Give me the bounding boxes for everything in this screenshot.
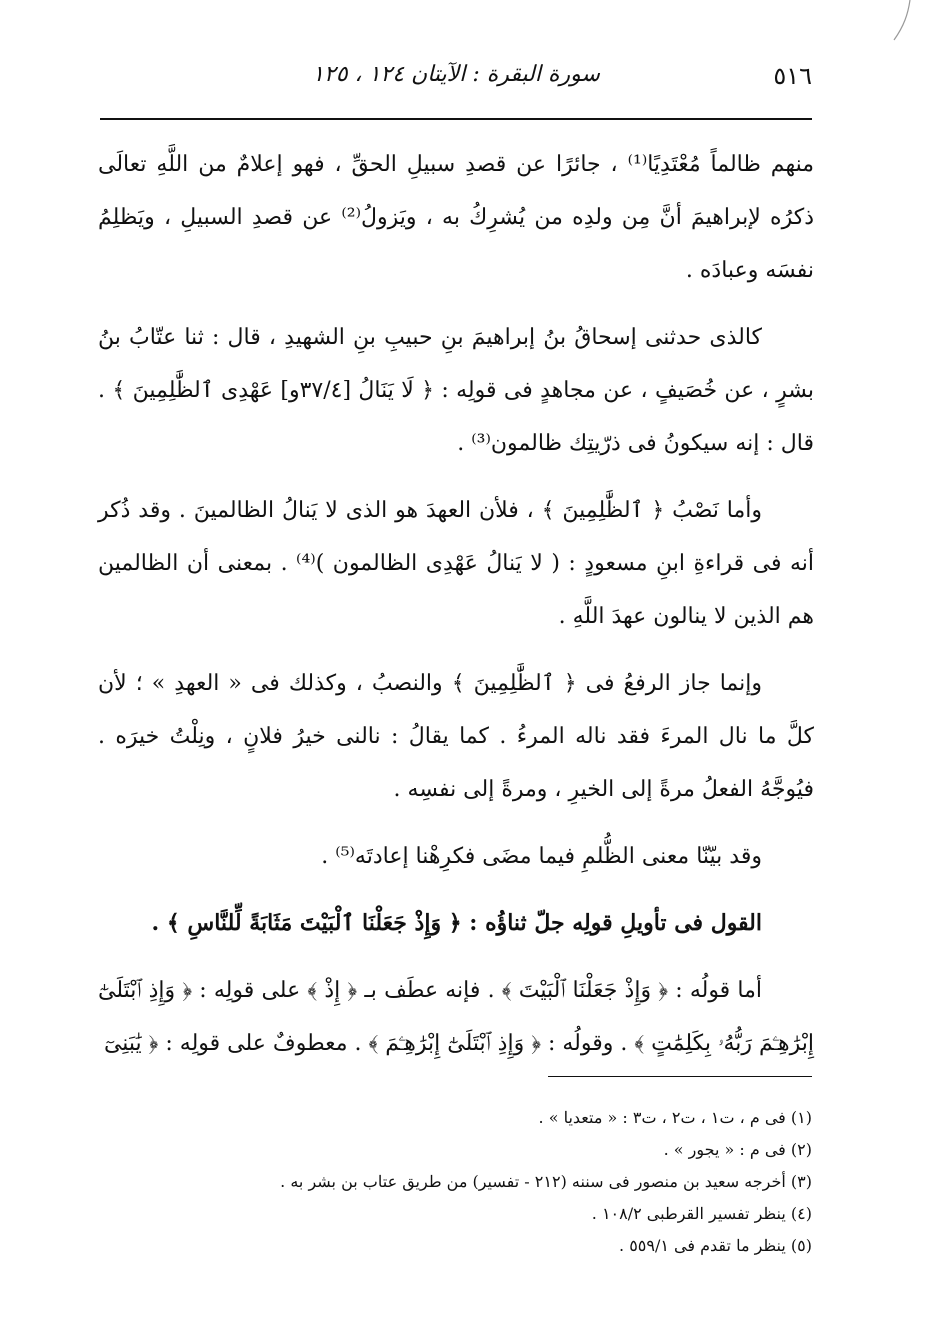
paragraph: وأما نَصْبُ ﴿ ٱلظَّٰلِمِينَ ﴾ ، فلأن العهدَ هو الذى لا يَنالُ الظالمينَ . وقد ذُكر أنه فى قراءةِ ابنِ مسعودٍ : ( لا يَنالُ عَهْدِى الظالمون )⁽⁴⁾ . بمعنى أن الظالمين هم الذين لا ينالون عهدَ اللَّهِ . xyxy=(98,498,814,629)
main-text xyxy=(98,138,814,1084)
running-header xyxy=(100,58,812,98)
header-rule xyxy=(100,118,812,120)
header-title: سورة البقرة : الآيتان ١٢٤ ، ١٢٥ xyxy=(312,62,600,87)
paragraph: منهم ظالماً مُعْتَدِيًا⁽¹⁾ ، جائرًا عن قصدِ سبيلِ الحقِّ ، فهو إعلامٌ من اللَّهِ تعالَى ذكرُه لإبراهيمَ أنَّ مِن ولدِه من يُشرِكُ به ، ويَزولُ⁽²⁾ عن قصدِ السبيلِ ، ويَظلِمُ نفسَه وعبادَه . xyxy=(98,152,815,283)
page-number: ٥١٦ xyxy=(773,62,812,90)
footnote: (٣) أخرجه سعيد بن منصور فى سننه (٢١٢ - تفسير) من طريق عتاب بن بشر به . xyxy=(280,1172,812,1191)
footnote: (٥) ينظر ما تقدم فى ٥٥٩/١ . xyxy=(619,1236,812,1255)
section-heading: القول فى تأويلِ قولِه جلّ ثناؤُه : ﴿ وَإِذْ جَعَلْنَا ٱلْبَيْتَ مَثَابَةً لِّلنَّاسِ ﴾ . xyxy=(151,910,762,936)
pen-stroke-mark xyxy=(892,0,912,42)
footnote: (٢) فى م : « يجور » . xyxy=(663,1140,812,1159)
paragraph: وقد بيّنّا معنى الظُّلمِ فيما مضَى فكرِهْنا إعادتَه⁽⁵⁾ . xyxy=(321,844,762,869)
footnote: (١) فى م ، ت١ ، ت٢ ، ت٣ : « متعديا » . xyxy=(538,1108,812,1127)
paragraph: أما قولُه : ﴿ وَإِذْ جَعَلْنَا ٱلْبَيْتَ ﴾ . فإنه عطَف بـ ﴿ إِذْ ﴾ على قولِه : ﴿ وَإِذِ ٱبْتَلَىٰٓ إِبْرَٰهِـۧمَ رَبُّهُۥ بِكَلِمَٰتٍ ﴾ . وقولُه : ﴿ وَإِذِ ٱبْتَلَىٰٓ إِبْرَٰهِـۧمَ ﴾ . معطوفٌ على قولِه : ﴿ يَٰبَنِىٓ xyxy=(98,978,814,1056)
paragraph: كالذى حدثنى إسحاقُ بنُ إبراهيمَ بنِ حبيبِ بنِ الشهيدِ ، قال : ثنا عتّابُ بنُ بشرٍ ، عن خُصَيفٍ ، عن مجاهدٍ فى قولِه : ﴿ لَا يَنَالُ [٣٧/٤و] عَهْدِى ٱلظَّٰلِمِينَ ﴾ . قال : إنه سيكونُ فى ذرّيتِك ظالمون⁽³⁾ . xyxy=(98,325,814,456)
footnote: (٤) ينظر تفسير القرطبى ١٠٨/٢ . xyxy=(591,1204,812,1223)
footnote-rule xyxy=(548,1076,812,1077)
footnotes xyxy=(98,1102,812,1262)
paragraph: وإنما جاز الرفعُ فى ﴿ ٱلظَّٰلِمِينَ ﴾ والنصبُ ، وكذلك فى « العهدِ » ؛ لأن كلَّ ما نال المرءَ فقد ناله المرءُ . كما يقالُ : نالنى خيرُ فلانٍ ، ونِلْتُ خيرَه . فيُوجَّهُ الفعلُ مرةً إلى الخيرِ ، ومرةً إلى نفسِه . xyxy=(98,671,814,802)
